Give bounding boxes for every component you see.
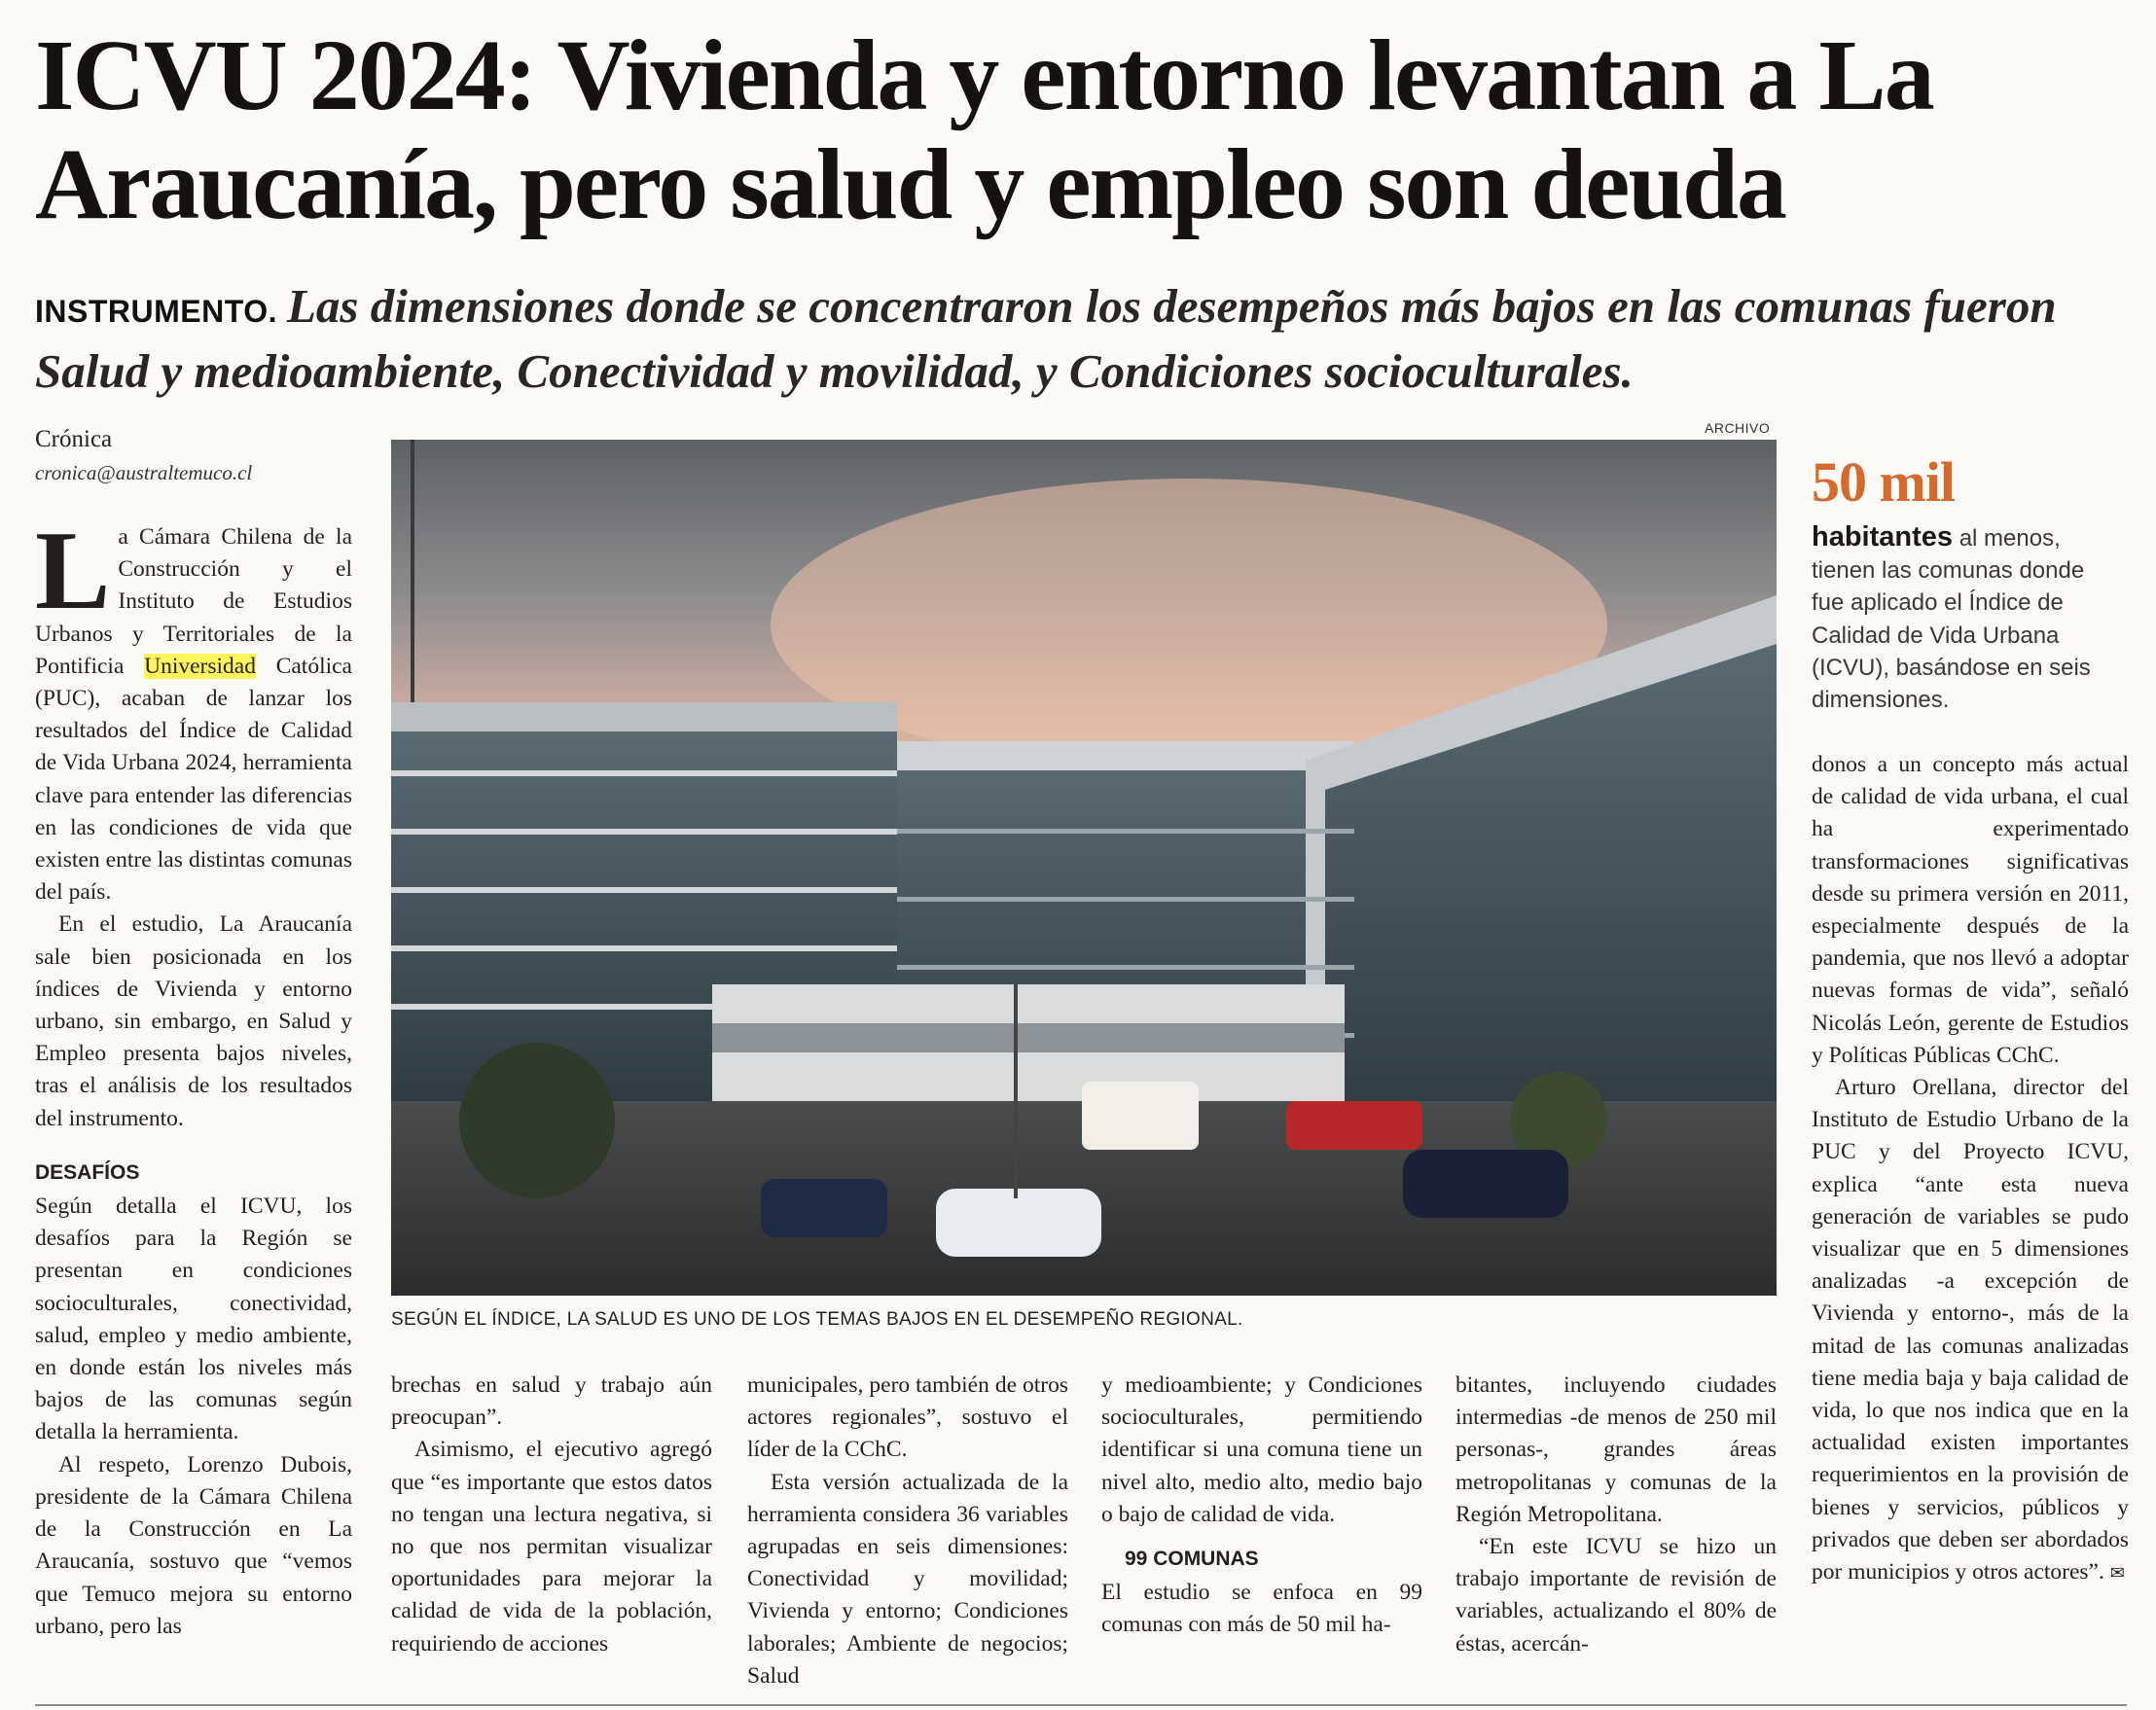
author-email[interactable]: cronica@australtemuco.cl bbox=[35, 461, 253, 484]
photo-credit: ARCHIVO bbox=[1705, 420, 1771, 436]
end-mark-icon: ✉ bbox=[2109, 1563, 2125, 1585]
byline: Crónica bbox=[35, 426, 113, 452]
photo-caption: SEGÚN EL ÍNDICE, LA SALUD ES UNO DE LOS TEMAS BAJOS EN EL DESEMPEÑO REGIONAL. bbox=[391, 1309, 1243, 1330]
paragraph: municipales, pero también de otros actores regionales”, sostuvo el líder de la CChC. bbox=[747, 1372, 1068, 1463]
paragraph: El estudio se enfoca en 99 comunas con más de 50 mil ha- bbox=[1101, 1580, 1422, 1638]
paragraph: En el estudio, La Araucanía sale bien posicionada en los índices de Vivienda y entorno urbano, sin embargo, en Salud y Empleo presenta bajos niveles, tras el análisis de los resultados del instrumento. bbox=[35, 911, 352, 1131]
subhead-desafios: DESAFÍOS bbox=[35, 1160, 140, 1184]
article-column-1 bbox=[35, 509, 352, 1643]
paragraph: bitantes, incluyendo ciudades intermedias -de menos de 250 mil personas-, grandes áreas metropolitanas y comunas de la Región Metropolitana. bbox=[1455, 1372, 1777, 1527]
deck-kicker: INSTRUMENTO. bbox=[35, 294, 277, 329]
headline: ICVU 2024: Vivienda y entorno levantan a La Araucanía, pero salud y empleo son deuda bbox=[35, 19, 1933, 240]
paragraph: Al respeto, Lorenzo Dubois, presidente de la Cámara Chilena de la Construcción en La Araucanía, sostuvo que “vemos que Temuco mejora su entorno urbano, pero las bbox=[35, 1451, 352, 1639]
article-column-4 bbox=[1101, 1370, 1422, 1642]
paragraph: Según detalla el ICVU, los desafíos para la Región se presentan en condiciones socioculturales, conectividad, salud, empleo y medio ambiente, en donde están los niveles más bajos de las comunas según detalla la herramienta. bbox=[35, 1193, 352, 1445]
paragraph: Asimismo, el ejecutivo agregó que “es importante que estos datos no tengan una lectura negativa, si no que nos permitan visualizar oportunidades para mejorar la calidad de vida de la población, requiriendo de acciones bbox=[391, 1437, 712, 1657]
article-column-2 bbox=[391, 1370, 712, 1660]
highlighted-text: Universidad bbox=[144, 653, 256, 679]
hospital-illustration bbox=[391, 440, 1777, 1296]
text-run: Arturo Orellana, director del Instituto de Estudio Urbano de la PUC y del Proyecto ICVU, explica “ante esta nueva generación de variables se pudo visualizar que en 5 dimensiones analizadas -a excepción de Vivienda y entorno-, más de la mitad de las comunas analizadas tiene media baja y baja calidad de vida, lo que nos indica que en la actualidad existen importantes requerimientos en la provisión de bienes y servicios, públicos y privados que deben ser abordados por municipios y otros actores”. bbox=[1812, 1075, 2129, 1585]
text-run: Católica (PUC), acaban de lanzar los resultados del Índice de Calidad de Vida Urbana 2024, herramienta clave para entender las diferencias en las condiciones de vida que existen entre las distintas comunas del país. bbox=[35, 653, 352, 906]
stat-number: 50 mil bbox=[1812, 450, 1956, 514]
paragraph: brechas en salud y trabajo aún preocupan”. bbox=[391, 1372, 712, 1431]
subhead-99-comunas: 99 COMUNAS bbox=[1125, 1548, 1259, 1571]
stat-description bbox=[1812, 521, 2103, 716]
paragraph: donos a un concepto más actual de calidad de vida urbana, el cual ha experimentado transformaciones significativas desde su primera versión en 2011, especialmente después de la pandemia, que nos llevó a adoptar nuevas formas de vida”, señaló Nicolás León, gerente de Estudios y Políticas Públicas CChC. bbox=[1812, 752, 2129, 1068]
deck bbox=[35, 276, 2137, 401]
paragraph: y medioambiente; y Condiciones socioculturales, permitiendo identificar si una comuna tiene un nivel alto, medio alto, medio bajo o bajo de calidad de vida. bbox=[1101, 1372, 1422, 1527]
deck-text: Las dimensiones donde se concentraron los desempeños más bajos en las comunas fueron Salud y medioambiente, Conectividad y movilidad, y Condiciones socioculturales. bbox=[35, 279, 2057, 398]
article-column-6 bbox=[1812, 749, 2129, 1589]
bottom-rule bbox=[35, 1704, 2127, 1706]
stat-bold: habitantes bbox=[1812, 521, 1954, 552]
text-run: La Cámara Chilena de la Construcción y el Instituto de Estudios Urbanos y Territoriales de la Pontificia bbox=[35, 509, 352, 679]
paragraph bbox=[1812, 1072, 2129, 1589]
stat-text: al menos, tienen las comunas donde fue aplicado el Índice de Calidad de Vida Urbana (ICVU), basándose en seis dimensiones. bbox=[1812, 525, 2091, 714]
paragraph: Esta versión actualizada de la herramienta considera 36 variables agrupadas en seis dimensiones: Conectividad y movilidad; Vivienda y entorno; Condiciones laborales; Ambiente de negocios; Salud bbox=[747, 1469, 1068, 1689]
article-column-5 bbox=[1455, 1370, 1777, 1660]
paragraph bbox=[35, 509, 352, 908]
hospital-photo bbox=[391, 440, 1777, 1296]
article-column-3 bbox=[747, 1370, 1068, 1692]
paragraph: “En este ICVU se hizo un trabajo importante de revisión de variables, actualizando el 80% de éstas, acercán- bbox=[1455, 1534, 1777, 1657]
